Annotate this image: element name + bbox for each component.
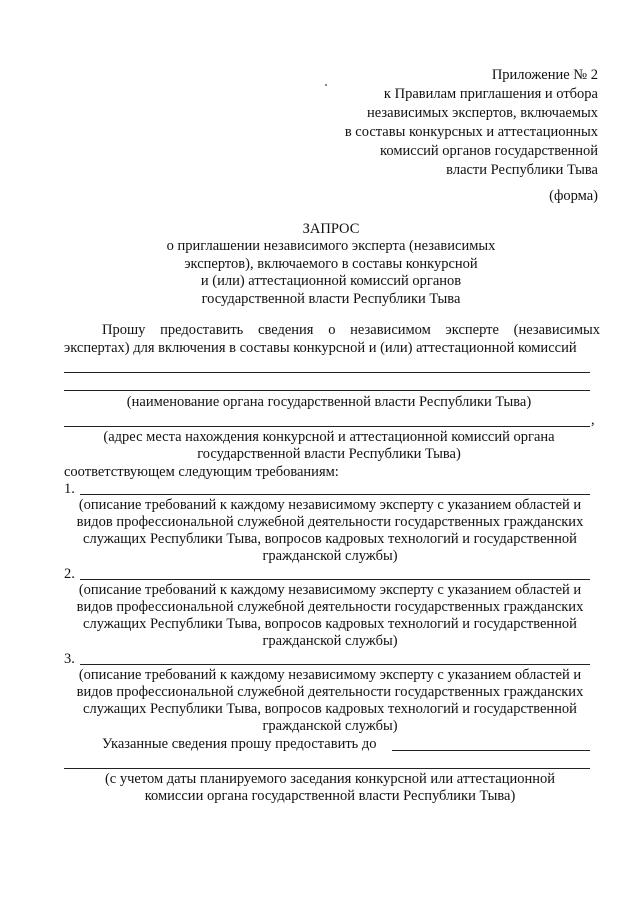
hint-line: гражданской службы) xyxy=(262,718,398,734)
scan-speck xyxy=(325,84,327,86)
appendix-line: власти Республики Тыва xyxy=(446,162,598,178)
appendix-line: комиссий органов государственной xyxy=(380,143,598,159)
intro-line-2: экспертах) для включения в составы конкурсной и (или) аттестационной комиссий xyxy=(64,340,577,356)
hint-line: (описание требований к каждому независимому эксперту с указанием областей и xyxy=(78,497,582,513)
requirement-hint xyxy=(60,667,600,735)
address-comma: , xyxy=(591,412,595,428)
org-name-field-line-1[interactable] xyxy=(64,372,590,373)
address-hint xyxy=(64,429,594,463)
hint-line: служащих Республики Тыва, вопросов кадровых технологий и государственной xyxy=(83,701,577,717)
deadline-hint-line: (с учетом даты планируемого заседания конкурсной или аттестационной xyxy=(104,771,556,787)
deadline-text: Указанные сведения прошу предоставить до xyxy=(102,736,377,752)
address-hint-line: государственной власти Республики Тыва) xyxy=(197,446,461,462)
requirement-number: 1. xyxy=(64,481,75,497)
deadline-hint xyxy=(60,771,600,805)
intro-line-1: Прошу предоставить сведения о независимом эксперте (независимых xyxy=(102,322,600,338)
title-line: о приглашении независимого эксперта (независимых xyxy=(166,238,496,254)
title-line: экспертов), включаемого в составы конкурсной xyxy=(184,255,478,272)
hint-line: видов профессиональной служебной деятельности государственных гражданских xyxy=(76,514,584,530)
document-title xyxy=(60,238,602,308)
address-field-line[interactable] xyxy=(64,426,590,427)
hint-line: видов профессиональной служебной деятельности государственных гражданских xyxy=(76,684,584,700)
deadline-date-field[interactable] xyxy=(392,750,590,751)
requirement-field-line[interactable] xyxy=(80,579,590,580)
requirement-hint xyxy=(60,497,600,565)
title-line: государственной власти Республики Тыва xyxy=(201,290,461,307)
appendix-block xyxy=(300,66,598,180)
appendix-line: независимых экспертов, включаемых xyxy=(367,105,598,121)
deadline-extra-field-line[interactable] xyxy=(64,768,590,769)
address-hint-line: (адрес места нахождения конкурсной и аттестационной комиссий органа xyxy=(103,429,555,445)
title-line: и (или) аттестационной комиссий органов xyxy=(200,273,462,289)
appendix-line: к Правилам приглашения и отбора xyxy=(383,86,598,102)
hint-line: гражданской службы) xyxy=(262,548,398,564)
org-name-field-line-2[interactable] xyxy=(64,390,590,391)
requirement-number: 3. xyxy=(64,651,75,667)
deadline-hint-line: комиссии органа государственной власти Республики Тыва) xyxy=(144,788,516,804)
requirement-hint xyxy=(60,582,600,650)
hint-line: видов профессиональной служебной деятельности государственных гражданских xyxy=(76,599,584,615)
hint-line: гражданской службы) xyxy=(262,633,398,649)
document-heading: ЗАПРОС xyxy=(302,221,360,237)
hint-line: служащих Республики Тыва, вопросов кадровых технологий и государственной xyxy=(83,616,577,632)
requirement-field-line[interactable] xyxy=(80,494,590,495)
requirement-number: 2. xyxy=(64,566,75,582)
hint-line: (описание требований к каждому независимому эксперту с указанием областей и xyxy=(78,667,582,683)
org-name-hint: (наименование органа государственной власти Республики Тыва) xyxy=(126,394,532,410)
requirement-field-line[interactable] xyxy=(80,664,590,665)
requirements-intro: соответствующем следующим требованиям: xyxy=(64,464,339,480)
form-label: (форма) xyxy=(549,188,598,204)
hint-line: (описание требований к каждому независимому эксперту с указанием областей и xyxy=(78,582,582,598)
hint-line: служащих Республики Тыва, вопросов кадровых технологий и государственной xyxy=(83,531,577,547)
appendix-line: в составы конкурсных и аттестационных xyxy=(344,124,598,140)
appendix-line: Приложение № 2 xyxy=(491,67,598,83)
